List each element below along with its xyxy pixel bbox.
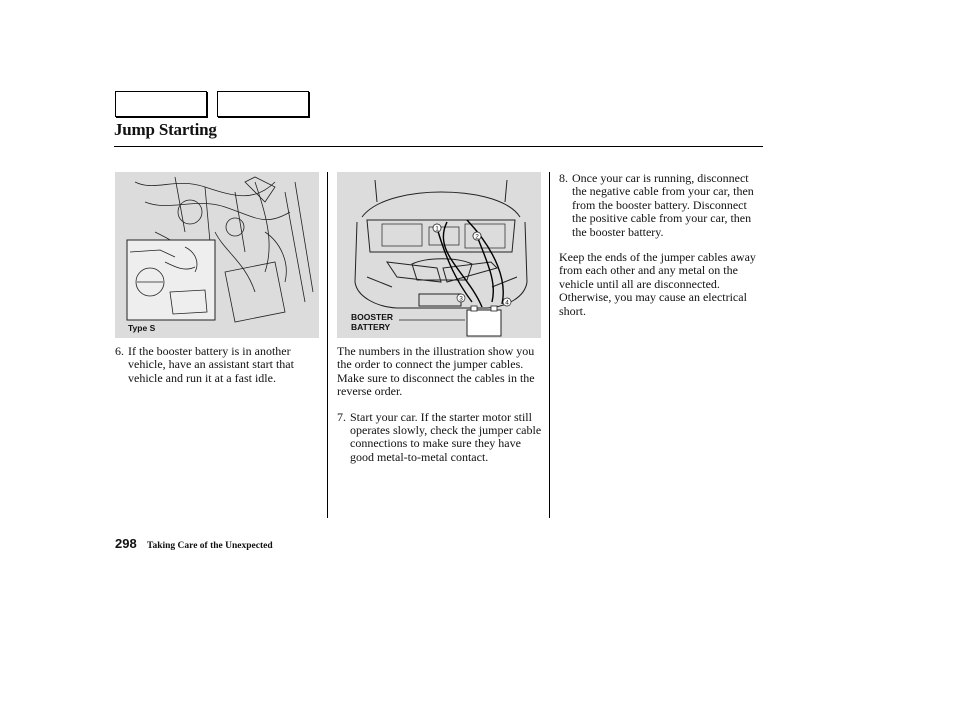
engine-illustration	[115, 172, 319, 338]
column2-text	[337, 345, 543, 464]
item-text: If the booster battery is in another vehicle, have an assistant start that vehicle and run it at a fast idle.	[128, 344, 294, 385]
page-number: 298	[115, 536, 137, 551]
nav-tab-1[interactable]	[115, 91, 207, 117]
paragraph: The numbers in the illustration show you the order to connect the jumper cables. Make sure to disconnect the cables in the reverse order.	[337, 344, 535, 399]
column-divider-1	[327, 172, 328, 518]
booster-battery-label	[351, 312, 393, 332]
callout-2: 2	[475, 233, 479, 241]
engine-drawing	[115, 172, 319, 338]
booster-label-line1: BOOSTER	[351, 312, 394, 322]
item-text: Start your car. If the starter motor still operates slowly, check the jumper cable connections to make sure they have good metal-to-metal contact.	[350, 409, 542, 464]
page-title: Jump Starting	[114, 120, 217, 139]
callout-4: 4	[505, 299, 509, 307]
item-text: Once your car is running, disconnect the negative cable from your car, then from the booster battery. Disconnect the positive cable from your car, then the booster battery.	[572, 171, 754, 239]
column1-text	[115, 345, 321, 385]
paragraph: Keep the ends of the jumper cables away from each other and any metal on the vehicle until all are disconnected. Otherwise, you may cause an electrical short.	[559, 250, 756, 318]
item-number: 6.	[115, 344, 124, 358]
section-name: Taking Care of the Unexpected	[147, 541, 273, 551]
nav-tab-2[interactable]	[217, 91, 309, 117]
column3-text	[559, 172, 764, 318]
list-item-8	[559, 172, 764, 239]
jump-start-illustration	[337, 172, 541, 338]
figure-label-type-s: Type S	[128, 323, 156, 333]
column-divider-2	[549, 172, 550, 518]
item-number: 7.	[337, 409, 346, 424]
callout-1: 1	[435, 225, 439, 233]
callout-3: 3	[459, 295, 463, 303]
list-item-6	[115, 345, 321, 385]
list-item-7	[337, 411, 543, 465]
item-number: 8.	[559, 171, 568, 185]
booster-label-line2: BATTERY	[351, 322, 391, 332]
title-rule	[114, 146, 763, 147]
